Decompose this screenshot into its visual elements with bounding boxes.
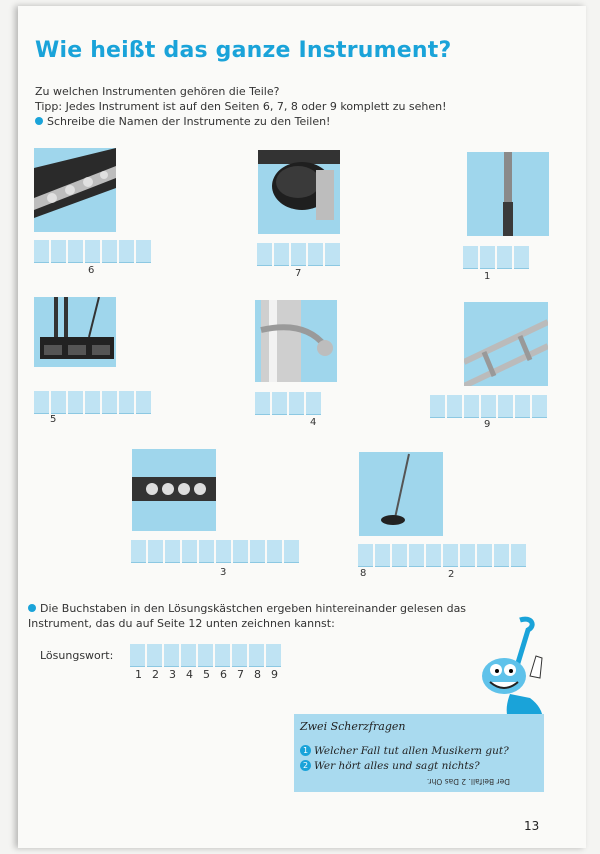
answer-boxes-6[interactable] bbox=[430, 395, 547, 418]
letter-box[interactable] bbox=[255, 392, 270, 415]
answer-boxes-2[interactable] bbox=[257, 243, 340, 266]
letter-box[interactable] bbox=[498, 395, 513, 418]
letter-box[interactable] bbox=[148, 540, 163, 563]
instrument-part-image-2 bbox=[258, 150, 340, 234]
instruction-line-3: Schreibe die Namen der Instrumente zu den Teilen! bbox=[35, 114, 447, 129]
letter-box[interactable] bbox=[289, 392, 304, 415]
letter-index-1: 6 bbox=[88, 265, 95, 276]
letter-box[interactable] bbox=[447, 395, 462, 418]
instrument-part-image-8 bbox=[359, 452, 443, 536]
solution-digit: 3 bbox=[169, 668, 176, 681]
solution-boxes[interactable] bbox=[130, 644, 281, 667]
letter-box[interactable] bbox=[375, 544, 390, 567]
bullet-icon bbox=[35, 117, 43, 125]
letter-box[interactable] bbox=[325, 243, 340, 266]
letter-box[interactable] bbox=[464, 395, 479, 418]
letter-box[interactable] bbox=[514, 246, 529, 269]
flute-head-picture bbox=[467, 152, 549, 236]
letter-index-3: 1 bbox=[484, 271, 491, 282]
instruction-line-1: Zu welchen Instrumenten gehören die Teile? bbox=[35, 85, 280, 98]
saxophone-keys-picture bbox=[34, 148, 116, 232]
solution-letter-box[interactable] bbox=[147, 644, 162, 667]
letter-box[interactable] bbox=[102, 240, 117, 263]
solution-letter-box[interactable] bbox=[164, 644, 179, 667]
jokes-title: Zwei Scherzfragen bbox=[300, 720, 406, 733]
solution-letter-box[interactable] bbox=[181, 644, 196, 667]
answer-boxes-7[interactable] bbox=[131, 540, 299, 563]
letter-box[interactable] bbox=[257, 243, 272, 266]
joke-question-1: 1 Welcher Fall tut allen Musikern gut? bbox=[300, 745, 509, 757]
solution-digit: 9 bbox=[271, 668, 278, 681]
flute-keys-picture bbox=[132, 449, 216, 531]
letter-box[interactable] bbox=[494, 544, 509, 567]
mallet-picture bbox=[359, 452, 443, 536]
number-2-icon: 2 bbox=[300, 760, 311, 771]
letter-box[interactable] bbox=[511, 544, 526, 567]
letter-box[interactable] bbox=[51, 240, 66, 263]
letter-box[interactable] bbox=[136, 391, 151, 414]
letter-box[interactable] bbox=[182, 540, 197, 563]
letter-index-6: 9 bbox=[484, 419, 491, 430]
letter-box[interactable] bbox=[430, 395, 445, 418]
solution-label: Lösungswort: bbox=[40, 649, 114, 662]
letter-box[interactable] bbox=[51, 391, 66, 414]
jokes-panel bbox=[294, 714, 544, 792]
letter-box[interactable] bbox=[497, 246, 512, 269]
letter-box[interactable] bbox=[443, 544, 458, 567]
letter-box[interactable] bbox=[308, 243, 323, 266]
trumpet-valve-picture bbox=[255, 300, 337, 382]
letter-box[interactable] bbox=[460, 544, 475, 567]
letter-index-8b: 2 bbox=[448, 569, 455, 580]
letter-box[interactable] bbox=[233, 540, 248, 563]
letter-box[interactable] bbox=[392, 544, 407, 567]
solution-digit: 5 bbox=[203, 668, 210, 681]
joke-question-2: 2 Wer hört alles und sagt nichts? bbox=[300, 760, 480, 772]
page-title: Wie heißt das ganze Instrument? bbox=[35, 38, 452, 63]
letter-box[interactable] bbox=[284, 540, 299, 563]
drum-pedal-picture bbox=[258, 150, 340, 234]
letter-box[interactable] bbox=[250, 540, 265, 563]
letter-box[interactable] bbox=[85, 240, 100, 263]
instrument-part-image-3 bbox=[467, 152, 549, 236]
solution-digit: 1 bbox=[135, 668, 142, 681]
letter-box[interactable] bbox=[477, 544, 492, 567]
letter-box[interactable] bbox=[34, 391, 49, 414]
harp-pedals-picture bbox=[34, 297, 116, 367]
solution-letter-box[interactable] bbox=[215, 644, 230, 667]
solution-letter-box[interactable] bbox=[130, 644, 145, 667]
letter-box[interactable] bbox=[426, 544, 441, 567]
letter-box[interactable] bbox=[409, 544, 424, 567]
letter-box[interactable] bbox=[274, 243, 289, 266]
solution-letter-box[interactable] bbox=[198, 644, 213, 667]
letter-box[interactable] bbox=[199, 540, 214, 563]
letter-box[interactable] bbox=[85, 391, 100, 414]
letter-box[interactable] bbox=[68, 391, 83, 414]
letter-index-2: 7 bbox=[295, 268, 302, 279]
letter-box[interactable] bbox=[267, 540, 282, 563]
letter-index-5: 4 bbox=[310, 417, 317, 428]
instrument-part-image-7 bbox=[132, 449, 216, 531]
letter-box[interactable] bbox=[216, 540, 231, 563]
answer-boxes-8[interactable] bbox=[358, 544, 526, 567]
answer-boxes-3[interactable] bbox=[463, 246, 529, 269]
bullet-icon bbox=[28, 604, 36, 612]
instrument-part-image-5 bbox=[255, 300, 337, 382]
task-two-text: Die Buchstaben in den Lösungskästchen ergeben hintereinander gelesen das Instrument, das du auf Seite 12 unten zeichnen kannst: bbox=[28, 602, 467, 630]
upside-down-answers: Der Beifall. 2 Das Ohr. bbox=[426, 777, 510, 786]
solution-digit: 8 bbox=[254, 668, 261, 681]
letter-box[interactable] bbox=[481, 395, 496, 418]
instrument-part-image-6 bbox=[464, 302, 548, 386]
letter-box[interactable] bbox=[272, 392, 287, 415]
letter-box[interactable] bbox=[515, 395, 530, 418]
solution-digit: 7 bbox=[237, 668, 244, 681]
letter-box[interactable] bbox=[291, 243, 306, 266]
page-number: 13 bbox=[524, 819, 540, 833]
number-1-icon: 1 bbox=[300, 745, 311, 756]
letter-index-8a: 8 bbox=[360, 568, 367, 579]
letter-box[interactable] bbox=[532, 395, 547, 418]
letter-box[interactable] bbox=[480, 246, 495, 269]
trombone-slide-picture bbox=[464, 302, 548, 386]
letter-box[interactable] bbox=[119, 240, 134, 263]
letter-box[interactable] bbox=[119, 391, 134, 414]
instructions bbox=[35, 84, 447, 129]
solution-letter-box[interactable] bbox=[266, 644, 281, 667]
answer-boxes-1[interactable] bbox=[34, 240, 151, 263]
letter-index-4: 5 bbox=[50, 414, 57, 425]
letter-box[interactable] bbox=[34, 240, 49, 263]
instruction-line-2: Tipp: Jedes Instrument ist auf den Seiten 6, 7, 8 oder 9 komplett zu sehen! bbox=[35, 100, 447, 113]
letter-box[interactable] bbox=[358, 544, 373, 567]
letter-box[interactable] bbox=[102, 391, 117, 414]
solution-digit: 4 bbox=[186, 668, 193, 681]
answer-boxes-4[interactable] bbox=[34, 391, 151, 414]
solution-digit: 6 bbox=[220, 668, 227, 681]
letter-box[interactable] bbox=[306, 392, 321, 415]
instrument-part-image-4 bbox=[34, 297, 116, 367]
instrument-part-image-1 bbox=[34, 148, 116, 232]
letter-box[interactable] bbox=[131, 540, 146, 563]
solution-digits bbox=[131, 668, 282, 681]
answer-boxes-5[interactable] bbox=[255, 392, 321, 415]
letter-box[interactable] bbox=[165, 540, 180, 563]
letter-box[interactable] bbox=[463, 246, 478, 269]
letter-box[interactable] bbox=[68, 240, 83, 263]
solution-letter-box[interactable] bbox=[249, 644, 264, 667]
solution-letter-box[interactable] bbox=[232, 644, 247, 667]
letter-box[interactable] bbox=[136, 240, 151, 263]
letter-index-7: 3 bbox=[220, 567, 227, 578]
solution-digit: 2 bbox=[152, 668, 159, 681]
